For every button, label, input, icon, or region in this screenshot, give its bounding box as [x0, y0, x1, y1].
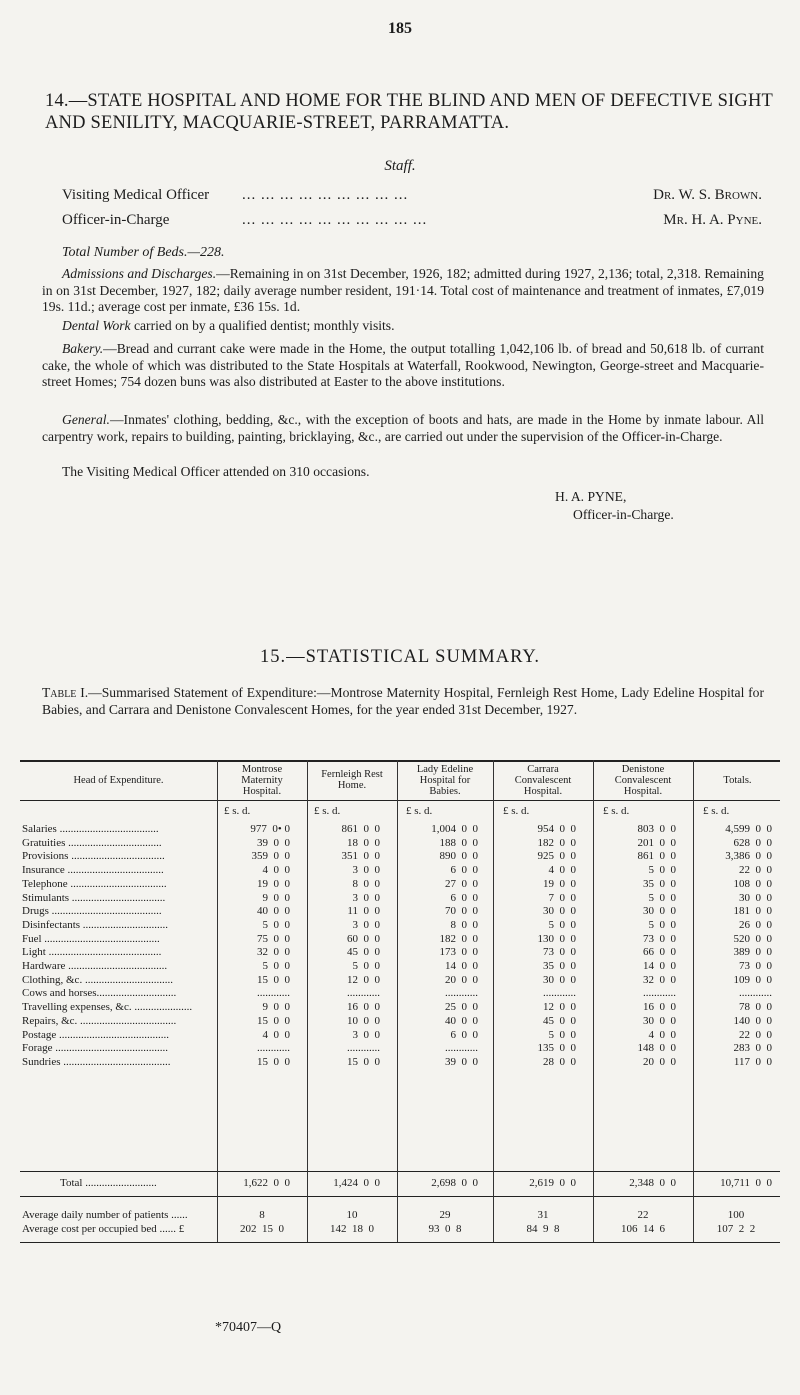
table-cell: 11 0 0 — [347, 905, 380, 918]
table-cell: 181 0 0 — [733, 905, 772, 918]
bakery-paragraph — [42, 341, 764, 391]
table-cell: 5 0 0 — [548, 1028, 576, 1041]
currency-header: £ s. d. — [224, 805, 251, 817]
table-cell: 182 0 0 — [537, 836, 576, 849]
table-cell: 351 0 0 — [341, 850, 380, 863]
table-cell: 188 0 0 — [439, 836, 478, 849]
average-patients-cell: 100 — [727, 1209, 745, 1221]
average-patients-cell: 22 — [637, 1209, 649, 1221]
table-cell: 30 0 0 — [643, 905, 676, 918]
dental-text: carried on by a qualified dentist; monthly visits. — [130, 318, 395, 333]
row-label: Gratuities .................................. — [22, 836, 162, 849]
table-cell: 108 0 0 — [733, 877, 772, 890]
row-label: Cows and horses............................. — [22, 987, 177, 1000]
table-cell: 18 0 0 — [347, 836, 380, 849]
table-cell: 8 0 0 — [450, 918, 478, 931]
header-head-of-expenditure: Head of Expenditure. — [73, 774, 164, 786]
table-cell: 283 0 0 — [733, 1042, 772, 1055]
table-cell: 19 0 0 — [543, 877, 576, 890]
table-cell: 5 0 0 — [548, 918, 576, 931]
table-cell: 40 0 0 — [445, 1014, 478, 1027]
table-cell: 78 0 0 — [739, 1001, 772, 1014]
column-divider — [397, 760, 398, 1242]
table-cell: 4 0 0 — [648, 1028, 676, 1041]
leader-dots: ... ... ... ... ... ... ... ... ... ... — [242, 212, 428, 228]
signature-title: Officer-in-Charge. — [573, 507, 674, 522]
average-cost-cell: 142 18 0 — [330, 1223, 374, 1235]
table-cell: 45 0 0 — [543, 1014, 576, 1027]
staff-name: Mr. H. A. Pyne. — [663, 212, 762, 228]
table-cell: 25 0 0 — [445, 1001, 478, 1014]
table-cell: ............ — [739, 987, 772, 1000]
table-cell: 32 0 0 — [257, 946, 290, 959]
table-cell: 925 0 0 — [537, 850, 576, 863]
general-paragraph — [42, 412, 764, 445]
table-cell: 4 0 0 — [262, 1028, 290, 1041]
signature-name: H. A. PYNE, — [555, 489, 627, 504]
bakery-lead: Bakery. — [62, 341, 104, 356]
table-cell: ............ — [643, 987, 676, 1000]
general-lead: General. — [62, 412, 110, 427]
bakery-text: —Bread and currant cake were made in the Home, the output totalling 1,042,106 lb. of bread and 50,618 lb. of currant cake, the whole of which was distributed to the State Hospitals at Waterfall, Rookwood, Newington, George-street and Macquarie-street Homes; 754 dozen buns was also distributed at Easter to the above institutions. — [42, 341, 764, 390]
row-label: Repairs, &c. ................................... — [22, 1014, 177, 1027]
table-cell: 45 0 0 — [347, 946, 380, 959]
average-cost-cell: 107 2 2 — [716, 1223, 756, 1235]
total-top-rule — [20, 1171, 780, 1172]
table-cell: 66 0 0 — [643, 946, 676, 959]
staff-name: Dr. W. S. Brown. — [653, 187, 762, 203]
section-15-title: 15.—STATISTICAL SUMMARY. — [259, 647, 541, 667]
table-cell: 15 0 0 — [347, 1055, 380, 1068]
table-cell: 1,004 0 0 — [431, 823, 478, 835]
table-cell: 6 0 0 — [450, 1028, 478, 1041]
header-fernleigh: Fernleigh Rest Home. — [321, 769, 383, 791]
currency-header: £ s. d. — [406, 805, 433, 817]
table-cell: 520 0 0 — [733, 932, 772, 945]
table-cell: 73 0 0 — [543, 946, 576, 959]
currency-header: £ s. d. — [603, 805, 630, 817]
expenditure-table — [20, 760, 780, 1243]
row-label: Postage ........................................ — [22, 1028, 169, 1041]
leader-dots: ... ... ... ... ... ... ... ... ... — [242, 187, 409, 203]
total-bottom-rule — [20, 1196, 780, 1197]
table-caption — [42, 685, 764, 718]
table-cell: ............ — [445, 1042, 478, 1055]
staff-role: Officer-in-Charge — [62, 212, 170, 228]
dental-paragraph — [42, 318, 764, 335]
table-cell: 109 0 0 — [733, 973, 772, 986]
visits-paragraph: The Visiting Medical Officer attended on 310 occasions. — [62, 464, 370, 479]
table-cell: 628 0 0 — [733, 836, 772, 849]
table-cell: 803 0 0 — [637, 823, 676, 835]
table-cell: 30 0 0 — [739, 891, 772, 904]
table-cell: 3 0 0 — [352, 864, 380, 877]
table-cell: 9 0 0 — [262, 891, 290, 904]
table-cell: 30 0 0 — [543, 973, 576, 986]
table-cell: 22 0 0 — [739, 1028, 772, 1041]
table-cell: 954 0 0 — [537, 823, 576, 835]
row-label: Telephone ................................... — [22, 877, 167, 890]
average-patients-cell: 29 — [439, 1209, 451, 1221]
header-totals: Totals. — [723, 774, 752, 786]
table-cell: 70 0 0 — [445, 905, 478, 918]
admissions-text: —Remaining in on 31st December, 1926, 182; admitted during 1927, 2,136; total, 2,318. Remaining in on 31st December, 1927, 182; daily average number resident, 191·14. Total cost of maintenance and treatment of inmates, £7,019 19s. 11d.; average cost per inmate, £36 15s. 1d. — [42, 266, 764, 315]
table-cell: ............ — [347, 987, 380, 1000]
table-cell: 26 0 0 — [739, 918, 772, 931]
table-cell: 60 0 0 — [347, 932, 380, 945]
table-cell: 6 0 0 — [450, 864, 478, 877]
table-cell: 14 0 0 — [445, 960, 478, 972]
table-cell: 389 0 0 — [733, 946, 772, 959]
table-cell: 30 0 0 — [543, 905, 576, 918]
table-cell: 20 0 0 — [445, 973, 478, 986]
table-cell: 3 0 0 — [352, 1028, 380, 1041]
row-label: Clothing, &c. ................................ — [22, 973, 173, 986]
admissions-lead: Admissions and Discharges. — [62, 266, 217, 281]
average-cost-label: Average cost per occupied bed ...... £ — [22, 1223, 185, 1235]
table-cell: 861 0 0 — [341, 823, 380, 835]
table-cell: 173 0 0 — [439, 946, 478, 959]
table-cell: 35 0 0 — [643, 877, 676, 890]
row-label: Forage ......................................... — [22, 1042, 169, 1055]
table-cell: 32 0 0 — [643, 973, 676, 986]
row-label: Provisions .................................. — [22, 850, 165, 863]
table-cell: 15 0 0 — [257, 1014, 290, 1027]
header-montrose: Montrose Maternity Hospital. — [241, 763, 283, 797]
average-cost-cell: 93 0 8 — [428, 1223, 462, 1235]
table-cell: 73 0 0 — [643, 932, 676, 945]
total-cell: 10,711 0 0 — [720, 1177, 772, 1189]
table-caption-text: —Summarised Statement of Expenditure:—Montrose Maternity Hospital, Fernleigh Rest Home, Lady Edeline Hospital for Babies, and Carrara and Denistone Convalescent Homes, for the year ended 31st December, 1927. — [42, 685, 764, 717]
total-beds: Total Number of Beds.—228. — [62, 245, 225, 260]
average-cost-cell: 84 9 8 — [526, 1223, 560, 1235]
header-lady-edeline: Lady Edeline Hospital for Babies. — [416, 763, 474, 797]
total-cell: 2,348 0 0 — [629, 1177, 676, 1189]
table-cell: 12 0 0 — [543, 1001, 576, 1014]
table-cell: 16 0 0 — [643, 1001, 676, 1014]
row-label: Insurance ................................... — [22, 864, 164, 877]
table-cell: 73 0 0 — [739, 960, 772, 972]
row-label: Travelling expenses, &c. ..................... — [22, 1001, 193, 1014]
dental-lead: Dental Work — [62, 318, 131, 333]
table-cell: 3 0 0 — [352, 918, 380, 931]
staff-heading: Staff. — [384, 158, 416, 174]
table-cell: 6 0 0 — [450, 891, 478, 904]
table-cell: ............ — [347, 1042, 380, 1055]
table-cell: 4,599 0 0 — [725, 823, 772, 835]
table-cell: 977 0• 0 — [250, 823, 290, 835]
header-carrara: Carrara Convalescent Hospital. — [514, 763, 572, 797]
total-cell: 2,619 0 0 — [529, 1177, 576, 1189]
row-label: Light ......................................... — [22, 946, 162, 959]
column-divider — [693, 760, 694, 1242]
table-cell: 12 0 0 — [347, 973, 380, 986]
header-rule — [20, 800, 780, 801]
table-cell: 130 0 0 — [537, 932, 576, 945]
admissions-paragraph — [42, 266, 764, 316]
average-patients-cell: 8 — [259, 1209, 265, 1221]
table-cell: 14 0 0 — [643, 960, 676, 972]
table-cell: 75 0 0 — [257, 932, 290, 945]
table-cell: 359 0 0 — [251, 850, 290, 863]
table-cell: 19 0 0 — [257, 877, 290, 890]
page-number: 185 — [388, 20, 412, 37]
table-cell: 28 0 0 — [543, 1055, 576, 1068]
table-cell: 22 0 0 — [739, 864, 772, 877]
table-cell: 39 0 0 — [257, 836, 290, 849]
table-cell: 182 0 0 — [439, 932, 478, 945]
table-cell: ............ — [445, 987, 478, 1000]
table-cell: ............ — [257, 1042, 290, 1055]
table-cell: 15 0 0 — [257, 1055, 290, 1068]
table-cell: 890 0 0 — [439, 850, 478, 863]
table-cell: 4 0 0 — [548, 864, 576, 877]
table-cell: 3 0 0 — [352, 891, 380, 904]
table-caption-lead: Table I. — [42, 685, 89, 700]
table-cell: 5 0 0 — [262, 960, 290, 972]
table-cell: 140 0 0 — [733, 1014, 772, 1027]
table-cell: ............ — [257, 987, 290, 1000]
table-cell: 9 0 0 — [262, 1001, 290, 1014]
average-cost-cell: 106 14 6 — [621, 1223, 665, 1235]
average-patients-label: Average daily number of patients ...... — [22, 1209, 188, 1221]
header-denistone: Denistone Convalescent Hospital. — [614, 763, 672, 797]
section-14-title: 14.—STATE HOSPITAL AND HOME FOR THE BLIND AND MEN OF DEFECTIVE SIGHT AND SENILITY, MACQUARIE-STREET, PARRAMATTA. — [45, 91, 773, 133]
table-cell: 27 0 0 — [445, 877, 478, 890]
row-label: Fuel .......................................... — [22, 932, 160, 945]
table-cell: 7 0 0 — [548, 891, 576, 904]
table-cell: 135 0 0 — [537, 1042, 576, 1055]
total-cell: 2,698 0 0 — [431, 1177, 478, 1189]
table-bottom-rule — [20, 1242, 780, 1243]
table-cell: 30 0 0 — [643, 1014, 676, 1027]
table-cell: 148 0 0 — [637, 1042, 676, 1055]
row-label: Stimulants .................................. — [22, 891, 166, 904]
table-cell: 5 0 0 — [262, 918, 290, 931]
table-cell: 201 0 0 — [637, 836, 676, 849]
row-label: Drugs ........................................ — [22, 905, 162, 918]
total-label: Total .......................... — [60, 1177, 157, 1189]
footer-print-code: *70407—Q — [215, 1320, 282, 1335]
table-cell: 16 0 0 — [347, 1001, 380, 1014]
table-cell: 8 0 0 — [352, 877, 380, 890]
column-divider — [217, 760, 218, 1242]
currency-header: £ s. d. — [314, 805, 341, 817]
row-label: Disinfectants ............................... — [22, 918, 169, 931]
staff-role: Visiting Medical Officer — [62, 187, 210, 203]
average-patients-cell: 10 — [346, 1209, 358, 1221]
average-patients-cell: 31 — [537, 1209, 549, 1221]
average-cost-cell: 202 15 0 — [240, 1223, 284, 1235]
table-cell: 5 0 0 — [648, 891, 676, 904]
column-divider — [593, 760, 594, 1242]
table-cell: 5 0 0 — [648, 918, 676, 931]
column-divider — [307, 760, 308, 1242]
table-cell: 861 0 0 — [637, 850, 676, 863]
row-label: Hardware .................................... — [22, 960, 168, 972]
currency-header: £ s. d. — [503, 805, 530, 817]
table-cell: 15 0 0 — [257, 973, 290, 986]
table-cell: 39 0 0 — [445, 1055, 478, 1068]
row-label: Salaries .................................... — [22, 823, 159, 835]
table-cell: ............ — [543, 987, 576, 1000]
total-cell: 1,424 0 0 — [333, 1177, 380, 1189]
general-text: —Inmates' clothing, bedding, &c., with the exception of boots and hats, are made in the Home by inmate labour. All carpentry work, repairs to building, painting, bricklaying, &c., are carried out under the supervision of the Officer-in-Charge. — [42, 412, 764, 444]
table-cell: 35 0 0 — [543, 960, 576, 972]
column-divider — [493, 760, 494, 1242]
table-cell: 20 0 0 — [643, 1055, 676, 1068]
table-cell: 5 0 0 — [352, 960, 380, 972]
table-cell: 5 0 0 — [648, 864, 676, 877]
table-cell: 10 0 0 — [347, 1014, 380, 1027]
table-cell: 117 0 0 — [733, 1055, 772, 1068]
table-cell: 3,386 0 0 — [725, 850, 772, 863]
row-label: Sundries ....................................... — [22, 1055, 171, 1068]
currency-header: £ s. d. — [703, 805, 730, 817]
total-cell: 1,622 0 0 — [243, 1177, 290, 1189]
table-cell: 40 0 0 — [257, 905, 290, 918]
table-cell: 4 0 0 — [262, 864, 290, 877]
